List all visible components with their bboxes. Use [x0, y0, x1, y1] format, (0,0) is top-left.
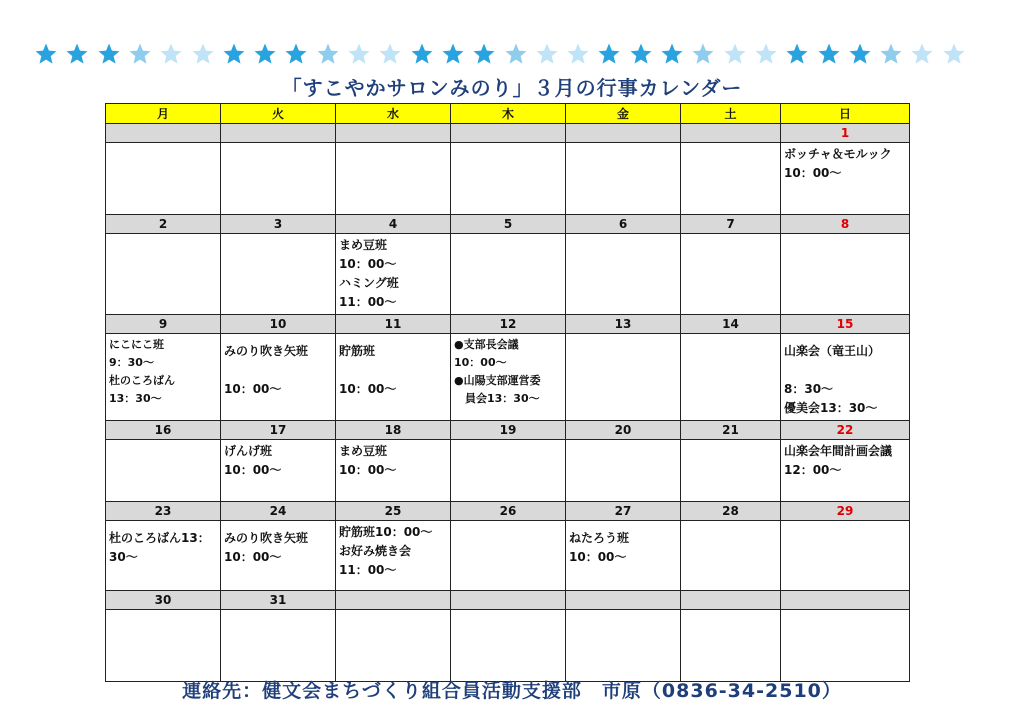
event-cell	[781, 143, 910, 215]
event-text: 杜のころばん13： 30～	[109, 531, 210, 564]
date-cell: 31	[221, 591, 336, 610]
star-icon	[191, 42, 215, 66]
star-icon	[472, 42, 496, 66]
event-text: まめ豆班 10：00～ ハミング班 11：00～	[339, 238, 399, 309]
event-cell	[451, 143, 566, 215]
date-cell: 1	[781, 124, 910, 143]
star-border	[34, 42, 974, 68]
event-text	[681, 334, 780, 338]
star-icon	[378, 42, 402, 66]
star-icon	[535, 42, 559, 66]
event-text	[681, 521, 780, 525]
date-cell: 28	[681, 502, 781, 521]
event-text: 貯筋班10：00～ お好み焼き会 11：00～	[339, 525, 433, 577]
event-cell	[106, 143, 221, 215]
star-icon	[597, 42, 621, 66]
event-cell	[681, 334, 781, 421]
date-cell: 13	[566, 315, 681, 334]
event-cell	[566, 610, 681, 682]
event-text	[221, 143, 335, 147]
date-cell	[336, 124, 451, 143]
date-row	[106, 315, 910, 334]
date-row	[106, 502, 910, 521]
star-icon	[691, 42, 715, 66]
date-cell: 11	[336, 315, 451, 334]
event-text: 山楽会（竜王山） 8：30～ 優美会13：30～	[784, 344, 881, 415]
event-cell	[566, 440, 681, 502]
event-cell	[336, 334, 451, 421]
star-icon	[566, 42, 590, 66]
event-text	[681, 234, 780, 238]
event-cell	[106, 440, 221, 502]
date-cell: 17	[221, 421, 336, 440]
events-row	[106, 610, 910, 682]
event-text	[781, 521, 909, 525]
date-cell: 2	[106, 215, 221, 234]
event-text: みのり吹き矢班 10：00～	[224, 344, 309, 396]
date-cell: 20	[566, 421, 681, 440]
star-icon	[910, 42, 934, 66]
date-cell: 12	[451, 315, 566, 334]
event-text: にこにこ班 9：30～ 杜のころばん 13：30～	[109, 338, 175, 405]
event-cell	[106, 334, 221, 421]
star-icon	[848, 42, 872, 66]
events-row	[106, 334, 910, 421]
event-text	[781, 610, 909, 614]
event-text: ボッチャ＆モルック 10：00～	[784, 147, 892, 180]
date-cell: 4	[336, 215, 451, 234]
date-cell: 18	[336, 421, 451, 440]
event-cell	[451, 440, 566, 502]
event-cell	[221, 234, 336, 315]
event-cell	[681, 521, 781, 591]
date-row	[106, 124, 910, 143]
date-row	[106, 215, 910, 234]
event-text	[566, 610, 680, 614]
event-cell	[681, 440, 781, 502]
date-cell: 8	[781, 215, 910, 234]
star-icon	[128, 42, 152, 66]
events-row	[106, 234, 910, 315]
star-icon	[159, 42, 183, 66]
star-icon	[723, 42, 747, 66]
event-cell	[221, 610, 336, 682]
date-cell	[451, 591, 566, 610]
date-cell: 22	[781, 421, 910, 440]
date-cell: 6	[566, 215, 681, 234]
star-icon	[34, 42, 58, 66]
event-text: みのり吹き矢班 10：00～	[224, 531, 309, 564]
event-text	[106, 143, 220, 147]
star-icon	[347, 42, 371, 66]
event-text	[781, 234, 909, 238]
star-icon	[879, 42, 903, 66]
date-cell: 27	[566, 502, 681, 521]
event-cell	[681, 610, 781, 682]
date-cell	[566, 591, 681, 610]
date-cell: 16	[106, 421, 221, 440]
event-cell	[451, 521, 566, 591]
event-cell	[681, 234, 781, 315]
event-cell	[451, 234, 566, 315]
event-cell	[221, 143, 336, 215]
date-cell: 3	[221, 215, 336, 234]
weekday-fri: 金	[566, 104, 681, 124]
date-cell: 21	[681, 421, 781, 440]
date-row	[106, 421, 910, 440]
star-icon	[629, 42, 653, 66]
star-icon	[441, 42, 465, 66]
date-cell: 24	[221, 502, 336, 521]
date-cell: 26	[451, 502, 566, 521]
events-row	[106, 440, 910, 502]
star-icon	[785, 42, 809, 66]
event-text	[566, 143, 680, 147]
event-text	[566, 234, 680, 238]
date-cell: 29	[781, 502, 910, 521]
event-text	[451, 143, 565, 147]
event-cell	[451, 334, 566, 421]
event-text: ねたろう班 10：00～	[569, 531, 630, 564]
date-cell: 25	[336, 502, 451, 521]
event-cell	[781, 234, 910, 315]
weekday-header-row	[106, 104, 910, 124]
event-text	[336, 143, 450, 147]
event-text	[221, 234, 335, 238]
event-cell	[781, 334, 910, 421]
star-icon	[284, 42, 308, 66]
event-text	[681, 440, 780, 444]
event-cell	[336, 521, 451, 591]
event-cell	[566, 143, 681, 215]
event-text	[221, 610, 335, 614]
calendar-table	[105, 103, 910, 682]
star-icon	[97, 42, 121, 66]
page-title: 「すこやかサロンみのり」３月の行事カレンダー	[281, 76, 743, 100]
event-cell	[106, 610, 221, 682]
weekday-mon: 月	[106, 104, 221, 124]
event-text	[451, 521, 565, 525]
event-cell	[106, 234, 221, 315]
date-cell	[681, 591, 781, 610]
event-cell	[451, 610, 566, 682]
date-cell	[221, 124, 336, 143]
weekday-tue: 火	[221, 104, 336, 124]
event-cell	[106, 521, 221, 591]
event-text	[106, 610, 220, 614]
date-cell: 5	[451, 215, 566, 234]
event-cell	[336, 234, 451, 315]
event-text	[106, 234, 220, 238]
event-cell	[781, 610, 910, 682]
weekday-wed: 水	[336, 104, 451, 124]
date-cell: 7	[681, 215, 781, 234]
event-cell	[336, 143, 451, 215]
event-cell	[221, 440, 336, 502]
star-icon	[754, 42, 778, 66]
event-cell	[566, 521, 681, 591]
weekday-thu: 木	[451, 104, 566, 124]
event-text	[681, 610, 780, 614]
star-icon	[65, 42, 89, 66]
date-cell	[566, 124, 681, 143]
date-cell: 14	[681, 315, 781, 334]
event-cell	[781, 440, 910, 502]
date-cell	[336, 591, 451, 610]
event-text	[451, 234, 565, 238]
event-text: 山楽会年間計画会議 12：00～	[784, 444, 893, 477]
event-text: 貯筋班 10：00～	[339, 344, 397, 396]
event-text	[451, 610, 565, 614]
star-icon	[660, 42, 684, 66]
star-icon	[222, 42, 246, 66]
weekday-sat: 土	[681, 104, 781, 124]
event-text	[681, 143, 780, 147]
date-cell: 23	[106, 502, 221, 521]
star-icon	[504, 42, 528, 66]
star-icon	[410, 42, 434, 66]
star-icon	[253, 42, 277, 66]
event-text	[451, 440, 565, 444]
weekday-sun: 日	[781, 104, 910, 124]
event-cell	[336, 440, 451, 502]
star-icon	[316, 42, 340, 66]
event-cell	[336, 610, 451, 682]
event-cell	[781, 521, 910, 591]
event-cell	[221, 334, 336, 421]
date-cell: 30	[106, 591, 221, 610]
date-cell	[681, 124, 781, 143]
event-cell	[221, 521, 336, 591]
star-icon	[817, 42, 841, 66]
event-cell	[566, 334, 681, 421]
event-text	[566, 440, 680, 444]
date-cell	[451, 124, 566, 143]
event-cell	[566, 234, 681, 315]
event-text: ●支部長会議 10：00～ ●山陽支部運営委 員会13：30～	[454, 338, 541, 405]
date-cell: 9	[106, 315, 221, 334]
event-text	[566, 334, 680, 338]
date-row	[106, 591, 910, 610]
date-cell: 19	[451, 421, 566, 440]
date-cell	[106, 124, 221, 143]
date-cell	[781, 591, 910, 610]
event-text: げんげ班 10：00～	[224, 444, 282, 477]
event-cell	[681, 143, 781, 215]
event-text	[106, 440, 220, 444]
date-cell: 15	[781, 315, 910, 334]
events-row	[106, 143, 910, 215]
event-text: まめ豆班 10：00～	[339, 444, 397, 477]
events-row	[106, 521, 910, 591]
event-text	[336, 610, 450, 614]
date-cell: 10	[221, 315, 336, 334]
contact-footer: 連絡先：健文会まちづくり組合員活動支援部 市原（0836-34-2510）	[182, 680, 842, 702]
star-icon	[942, 42, 966, 66]
